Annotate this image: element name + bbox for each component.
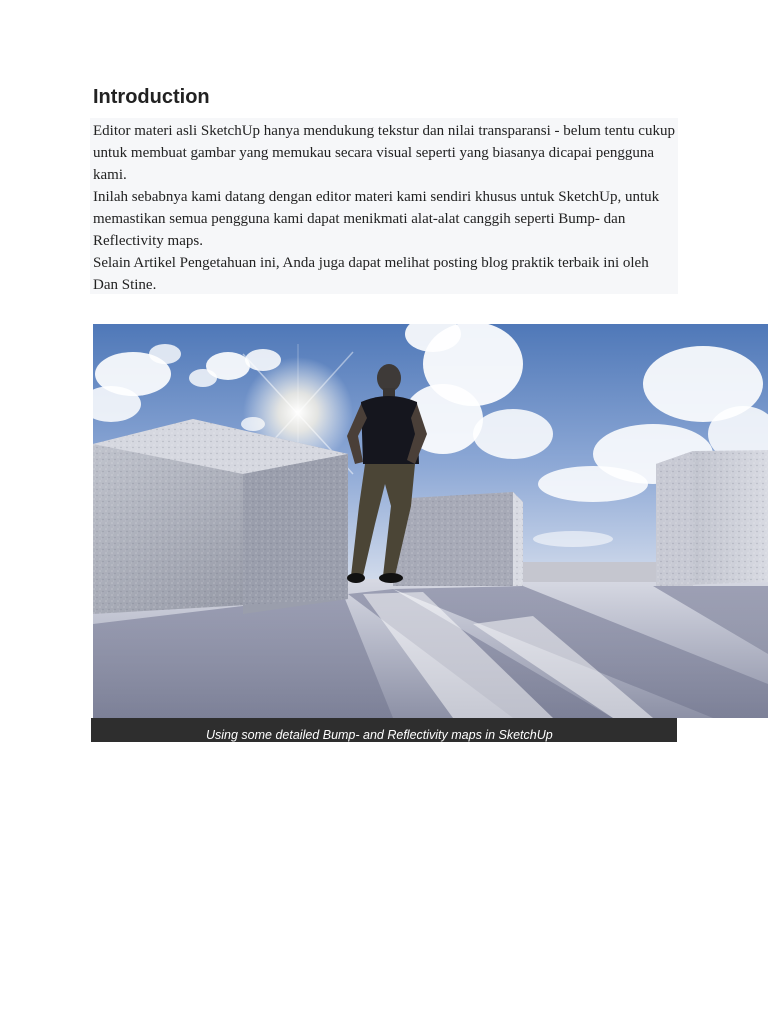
stone-block-middle	[393, 492, 523, 586]
image-caption-bar	[91, 718, 677, 742]
page-title: Introduction	[93, 86, 210, 108]
intro-paragraph-2: Inilah sebabnya kami datang dengan editor materi kami sendiri khusus untuk SketchUp, untuk memastikan semua pengguna kami dapat menikmati alat-alat canggih seperti Bump- dan Reflectivity maps.	[93, 189, 660, 249]
stone-block-left	[93, 419, 348, 614]
render-image	[93, 324, 768, 718]
image-caption: Using some detailed Bump- and Reflectivity maps in SketchUp	[206, 728, 553, 742]
intro-paragraph-3: Selain Artikel Pengetahuan ini, Anda juga dapat melihat posting blog praktik terbaik ini oleh Dan Stine.	[93, 255, 649, 293]
intro-paragraph-1: Editor materi asli SketchUp hanya mendukung tekstur dan nilai transparansi - belum tentu cukup untuk membuat gambar yang memukau secara visual seperti yang biasanya dicapai pengguna kami.	[93, 123, 675, 183]
intro-text-block	[90, 118, 678, 294]
stone-block-right	[656, 450, 768, 586]
